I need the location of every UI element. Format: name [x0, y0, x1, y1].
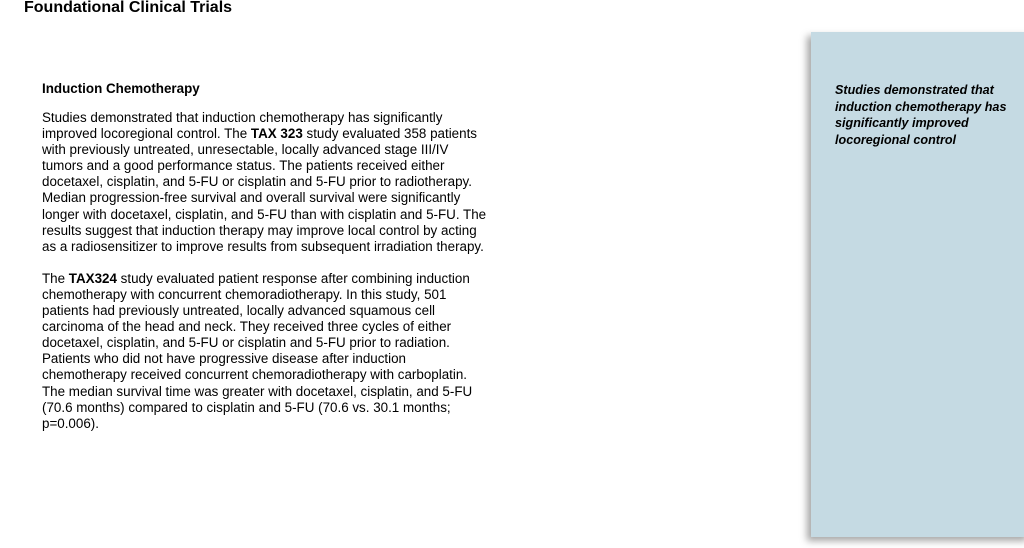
- paragraph-tax324: [42, 271, 492, 432]
- page-title: Foundational Clinical Trials: [24, 0, 233, 16]
- main-content: [42, 81, 492, 448]
- text-run: The: [42, 270, 69, 286]
- sidebar-panel: [811, 32, 1024, 537]
- study-name-tax323: TAX 323: [250, 126, 303, 142]
- text-run: study evaluated 358 patients with previously untreated, unresectable, locally advanced stage III/IV tumors and a good performance status. The patients received either docetaxel, cisplatin, and 5-FU or cisplatin and 5-FU prior to radiotherapy. Median progression-free survival and overall survival were significantly longer with docetaxel, cisplatin, and 5-FU than with cisplatin and 5-FU. The results suggest that induction therapy may improve local control by acting as a radiosensitizer to improve results from subsequent irradiation therapy.: [42, 126, 487, 254]
- study-name-tax324: TAX324: [68, 270, 117, 286]
- text-run: study evaluated patient response after combining induction chemotherapy with concurrent chemoradiotherapy. In this study, 501 patients had previously untreated, locally advanced squamous cell carcinoma of the head and neck. They received three cycles of either docetaxel, cisplatin, and 5-FU or cisplatin and 5-FU prior to radiation. Patients who did not have progressive disease after induction chemotherapy received concurrent chemoradiotherapy with carboplatin. The median survival time was greater with docetaxel, cisplatin, and 5-FU (70.6 months) compared to cisplatin and 5-FU (70.6 vs. 30.1 months; p=0.006).: [42, 270, 473, 431]
- section-heading: Induction Chemotherapy: [42, 81, 200, 96]
- paragraph-tax323: [42, 110, 492, 255]
- sidebar-callout: Studies demonstrated that induction chemotherapy has significantly improved locoregional control: [835, 83, 1007, 147]
- text-run: Studies demonstrated that induction chemotherapy has significantly improved locoregional control. The: [42, 110, 443, 142]
